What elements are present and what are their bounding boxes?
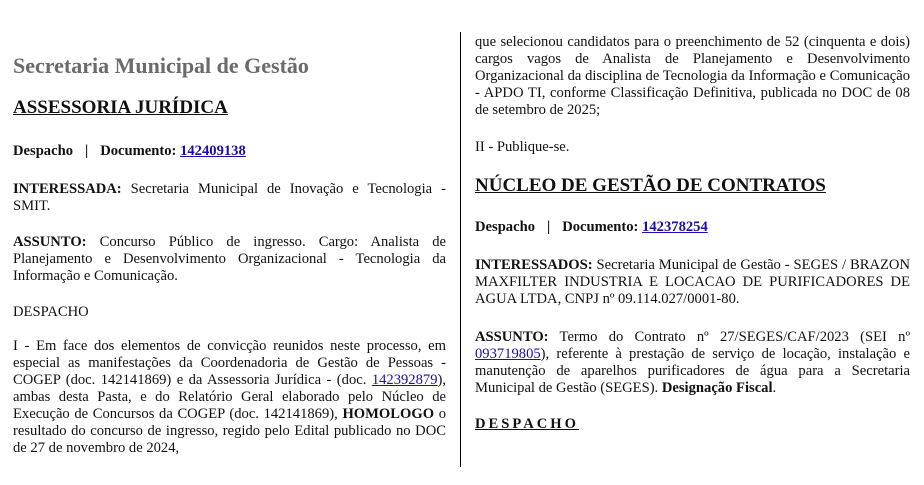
assunto-label: ASSUNTO: [13,234,87,250]
sei-link[interactable]: 093719805 [475,346,541,362]
interessada-text: Secretaria Municipal de Inovação e Tecnologia - SMIT. [13,181,446,214]
right-column [475,0,910,485]
interessados-text: Secretaria Municipal de Gestão - SEGES / BRAZON MAXFILTER INDUSTRIA E LOCACAO DE PURIFICADORES DE AGUA LTDA, CNPJ nº 09.114.027/0001-80. [475,257,910,307]
section-title: Secretaria Municipal de Gestão [13,53,309,78]
left-column [13,0,446,485]
homologo-word: HOMOLOGO [342,406,435,422]
column-divider [460,32,461,467]
doc-link[interactable]: 142392879 [371,372,438,388]
interessada-paragraph [13,181,446,215]
designacao-fiscal: Designação Fiscal [661,380,773,396]
documento-label: Documento: [562,219,639,235]
assunto-text: ), referente à prestação de serviço de locação, instalação e manutenção de aparelhos purificadores de água para a Secretaria Municipal de Gestão (SEGES). [475,346,910,396]
heading-nucleo-gestao-contratos: NÚCLEO DE GESTÃO DE CONTRATOS [475,175,826,196]
despacho-body [13,338,446,457]
assunto-paragraph [475,329,910,397]
despacho-label: Despacho [13,143,73,159]
despacho-heading-spaced: DESPACHO [475,416,580,432]
body-text: o resultado do concurso de ingresso, regido pelo Edital publicado no DOC de 27 de novembro de 2024, [13,406,446,456]
despacho-document-line [475,219,708,236]
document-link[interactable]: 142378254 [642,219,708,235]
document-link[interactable]: 142409138 [180,143,246,159]
body-text: ), ambas desta Pasta, e do Relatório Geral elaborado pelo Núcleo de Execução de Concursos da COGEP (doc. 142141869), [13,372,446,422]
assunto-paragraph [13,234,446,285]
assunto-text: Termo do Contrato nº 27/SEGES/CAF/2023 (SEI nº [548,329,910,345]
separator: | [547,219,551,235]
interessados-label: INTERESSADOS: [475,257,593,273]
continuation-paragraph: que selecionou candidatos para o preenchimento de 52 (cinquenta e dois) cargos vagos de Analista de Planejamento e Desenvolvimento Organizacional da disciplina de Tecnologia da Informação e Comunicação - APDO TI, conforme Classificação Definitiva, publicada no DOC de 08 de setembro de 2025; [475,34,910,118]
interessados-paragraph [475,257,910,308]
publique-paragraph: II - Publique-se. [475,139,570,155]
heading-assessoria-juridica: ASSESSORIA JURÍDICA [13,97,228,118]
body-text: I - Em face dos elementos de convicção reunidos neste processo, em especial as manifestações da Coordenadoria de Gestão de Pessoas - COGEP (doc. 142141869) e da Assessoria Jurídica - (doc. [13,338,446,388]
despacho-document-line [13,143,246,160]
despacho-label: Despacho [475,219,535,235]
assunto-label: ASSUNTO: [475,329,549,345]
despacho-heading: DESPACHO [13,304,89,320]
documento-label: Documento: [100,143,177,159]
assunto-text: Concurso Público de ingresso. Cargo: Analista de Planejamento e Desenvolvimento Organizacional - Tecnologia da Informação e Comunicação. [13,234,446,284]
separator: | [85,143,89,159]
assunto-end: . [772,380,777,396]
interessada-label: INTERESSADA: [13,181,122,197]
